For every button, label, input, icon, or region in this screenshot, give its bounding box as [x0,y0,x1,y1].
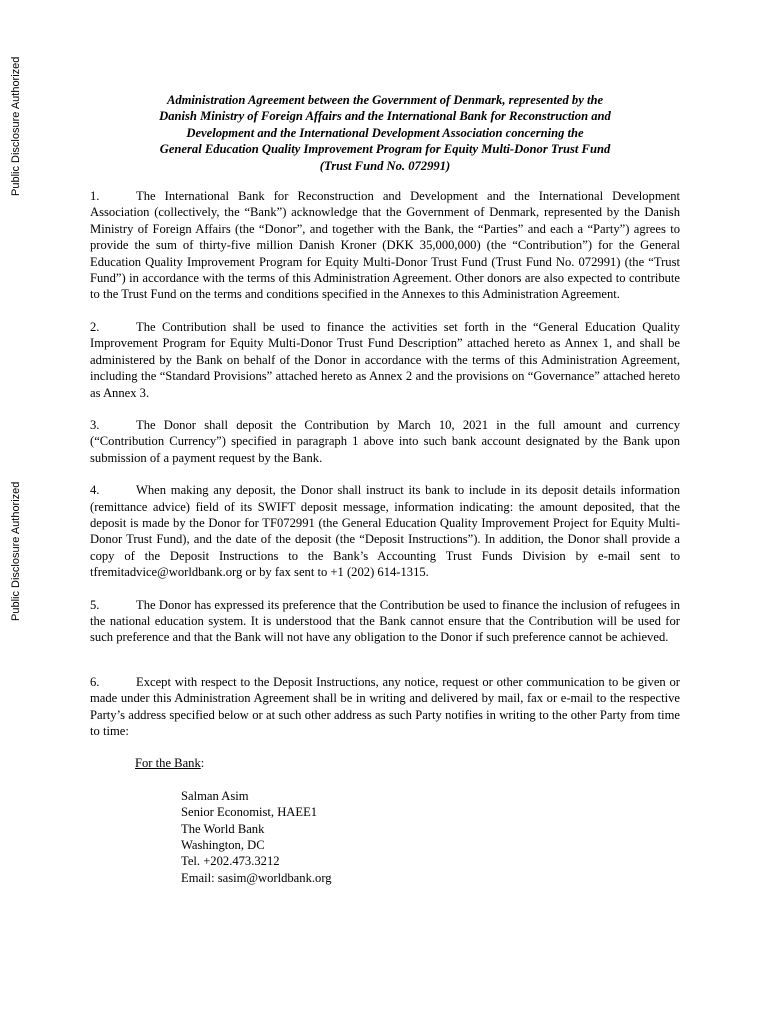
paragraph-number: 5. [90,597,100,612]
contact-email: Email: sasim@worldbank.org [181,870,332,885]
address-lines [181,788,680,886]
bank-address-block [135,755,680,886]
address-heading-colon: : [200,756,205,771]
paragraph-number: 1. [90,189,100,204]
contact-phone: Tel. +202.473.3212 [181,854,280,869]
contact-name: Salman Asim [181,788,249,803]
disclosure-label-top: Public Disclosure Authorized [10,56,22,196]
title-line: Administration Agreement between the Government of Denmark, represented by the [166,93,604,107]
address-heading [135,755,680,771]
paragraph-number: 2. [90,319,100,334]
paragraph-4 [90,482,680,580]
paragraph-text: Except with respect to the Deposit Instructions, any notice, request or other communication to be given or made under this Administration Agreement shall be in writing and delivered by mail, fax or e-mail to the respective Party’s address specified below or at such other address as such Party notifies in writing to the other Party from time to time: [90,674,680,738]
contact-title: Senior Economist, HAEE1 [181,805,318,820]
paragraph-number: 4. [90,483,100,498]
title-line: Development and the International Development Association concerning the [186,125,584,140]
document-page [90,92,680,886]
title-line: (Trust Fund No. 072991) [319,158,451,173]
paragraph-5 [90,597,680,646]
paragraph-number: 6. [90,674,100,689]
paragraph-2 [90,319,680,401]
paragraph-1 [90,188,680,303]
paragraph-text: The International Bank for Reconstruction and Development and the International Development Association (collectively, the “Bank”) acknowledge that the Government of Denmark, represented by the Danish Ministry of Foreign Affairs (the “Donor”, and together with the Bank, the “Parties” and each a “Party”) agrees to provide the sum of thirty-five million Danish Kroner (DKK 35,000,000) (the “Contribution”) for the General Education Quality Improvement Program for Equity Multi-Donor Trust Fund (Trust Fund No. 072991) (the “Trust Fund”) in accordance with the terms of this Administration Agreement. Other donors are also expected to contribute to the Trust Fund on the terms and conditions specified in the Annexes to this Administration Agreement. [90,189,680,302]
paragraph-text: The Donor has expressed its preference that the Contribution be used to finance the inclusion of refugees in the national education system. It is understood that the Bank cannot ensure that the Contribution will be used for such preference and that the Bank will not have any obligation to the Donor if such preference cannot be achieved. [90,597,680,645]
paragraph-text: The Donor shall deposit the Contribution by March 10, 2021 in the full amount and currency (“Contribution Currency”) specified in paragraph 1 above into such bank account designated by the Bank upon submission of a payment request by the Bank. [90,417,680,465]
contact-city: Washington, DC [181,838,265,853]
paragraph-text: The Contribution shall be used to finance the activities set forth in the “General Education Quality Improvement Program for Equity Multi-Donor Trust Fund Description” attached hereto as Annex 1, and shall be administered by the Bank on behalf of the Donor in accordance with the terms of this Administration Agreement, including the “Standard Provisions” attached hereto as Annex 2 and the provisions on “Governance” attached hereto as Annex 3. [90,319,680,400]
disclosure-label-middle: Public Disclosure Authorized [10,481,22,621]
document-title [90,92,680,174]
paragraph-6 [90,674,680,740]
paragraph-text: When making any deposit, the Donor shall instruct its bank to include in its deposit details information (remittance advice) field of its SWIFT deposit message, information indicating: the amount deposited, that the deposit is made by the Donor for TF072991 (the General Education Quality Improvement Project for Equity Multi-Donor Trust Fund), and the date of the deposit (the “Deposit Instructions”). In addition, the Donor shall provide a copy of the Deposit Instructions to the Bank’s Accounting Trust Funds Division by e-mail sent to tfremitadvice@worldbank.org or by fax sent to +1 (202) 614-1315. [90,483,680,580]
contact-organization: The World Bank [181,821,265,836]
title-line: General Education Quality Improvement Program for Equity Multi-Donor Trust Fund [159,142,611,157]
paragraph-3 [90,417,680,466]
paragraph-number: 3. [90,417,100,432]
address-heading-text: For the Bank [135,756,201,771]
title-line: Danish Ministry of Foreign Affairs and the International Bank for Reconstruction and [159,109,611,124]
